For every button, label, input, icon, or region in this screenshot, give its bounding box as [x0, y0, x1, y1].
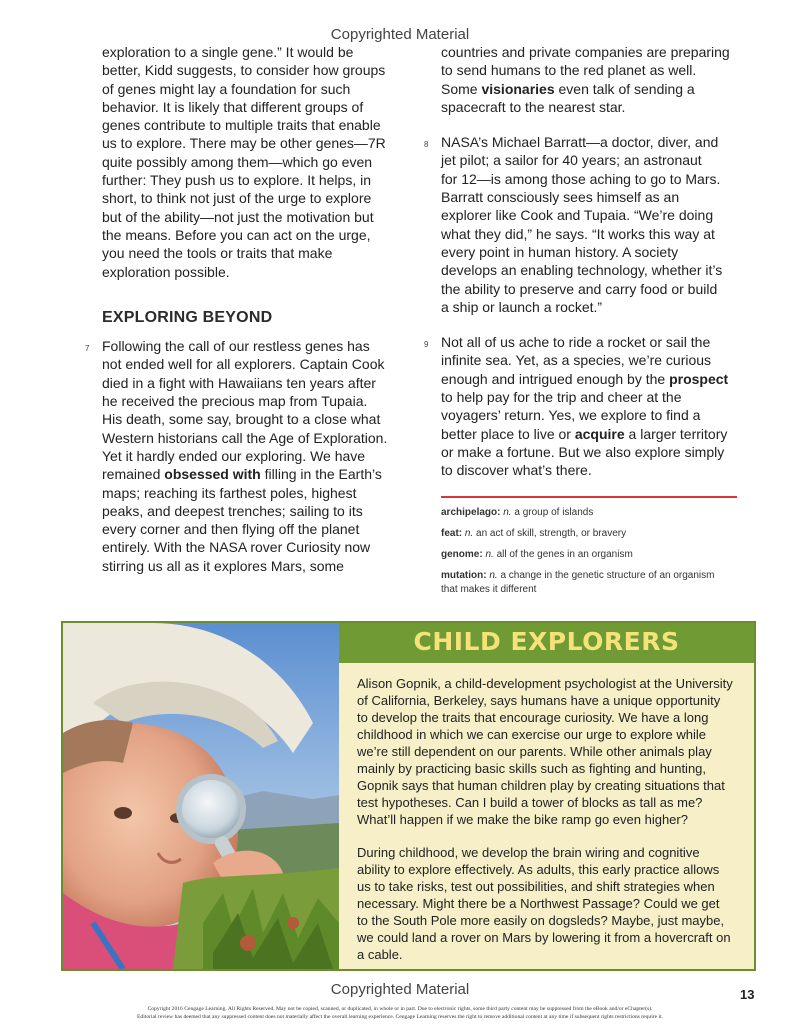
copyright-notice: Copyright 2016 Cengage Learning. All Rights Reserved. May not be copied, scanned, or duplicated, in whole or in part. Due to electronic rights, some third party content may be suppressed from the eBook and/or eChapter(s). Editorial review has deemed that any suppressed content does not materially affect the overall learning experience. Cengage Learning reserves the right to remove additional content at any time if subsequent rights restrictions require it. [137, 1006, 663, 1020]
page-number: 13 [740, 987, 755, 1002]
glossary-divider [441, 496, 737, 498]
left-column [85, 43, 402, 575]
paragraph-8: 8 NASA’s Michael Barratt—a doctor, diver, and jet pilot; a sailor for 40 years; an astronaut for 12—is among those aching to go to Mars. Barratt consciously sees himself as an explorer like Cook and Tupaia. “We’re doing what they did,” he says. “It works this way at every point in human history. A society develops an enabling technology, whether it’s the ability to preserve and carry food or build a ship or launch a rocket.” [424, 134, 723, 315]
vocab-visionaries: visionaries [481, 80, 555, 97]
paragraph-number: 8 [424, 140, 429, 150]
glossary-entry: archipelago: n. a group of islands [441, 506, 594, 518]
paragraph-7: 7 Following the call of our restless genes has not ended well for all explorers. Captain Cook died in a fight with Hawaiians ten years after he received the precious map from Tupaia. His death, some say, brought to a close what Western historians call the Age of Exploration. Yet it hardly ended our exploring. We have remained obsessed with filling in the Earth’s maps; reaching its farthest poles, highest peaks, and deepest trenches; sailing to its every corner and then flying off the planet entirely. With the NASA rover Curiosity now stirring us all as it explores Mars, some [85, 338, 388, 574]
paragraph-number: 9 [424, 340, 429, 350]
glossary [441, 506, 741, 597]
paragraph-9: 9 Not all of us ache to ride a rocket or sail the infinite sea. Yet, as a species, we’re curious enough and intrigued enough by the prospect to help pay for the trip and cheer at the voyagers’ return. Yes, we explore to find a better place to live or acquire a larger territory or make a fortune. But we also explore simply to discover what’s there. [424, 334, 729, 479]
vocab-obsessed-with: obsessed with [164, 466, 261, 483]
right-column [424, 43, 741, 604]
glossary-entry: genome: n. all of the genes in an organism [441, 548, 633, 560]
glossary-entry: feat: n. an act of skill, strength, or bravery [441, 527, 627, 539]
vocab-prospect: prospect [669, 370, 729, 387]
child-with-magnifying-glass-photo [63, 623, 339, 969]
sidebar-paragraph-2: During childhood, we develop the brain wiring and cognitive ability to explore effectively. As adults, this early practice allows us to take risks, test out possibilities, and shift strategies when necessary. Might there be a Northwest Passage? Could we get to the South Pole more easily on dogsleds? Maybe, just maybe, we could land a rover on Mars by lowering it from a hovercraft on a cable. [357, 845, 731, 962]
copyright-watermark-top: Copyrighted Material [330, 26, 470, 43]
paragraph-continued-right: countries and private companies are preparing to send humans to the red planet as well. Some visionaries even talk of sending a spacecraft to the nearest star. [441, 44, 730, 115]
sidebar-paragraph-1: Alison Gopnik, a child-development psychologist at the University of California, Berkeley, says humans have a unique opportunity to develop the traits that encourage curiosity. We have a long childhood in which we can exercise our urge to explore while we’re still dependent on our parents. While other animals play mainly by practicing basic skills such as fighting and hunting, Gopnik says that human children play by creating situations that test hypotheses. Can I build a tower of blocks as tall as me? What’ll happen if we make the bike ramp go even higher? [357, 676, 733, 827]
child-explorers-sidebar [61, 621, 756, 971]
paragraph-number: 7 [85, 344, 90, 354]
sidebar-title: CHILD EXPLORERS [413, 627, 680, 656]
glossary-entry: mutation: n. a change in the genetic structure of an organism that makes it different [441, 569, 715, 595]
sidebar-body [357, 675, 743, 963]
vocab-acquire: acquire [574, 425, 625, 442]
section-heading: EXPLORING BEYOND [102, 308, 273, 326]
sidebar-title-bar [339, 623, 754, 663]
copyright-watermark-bottom: Copyrighted Material [330, 981, 470, 998]
paragraph-continued: exploration to a single gene.” It would be better, Kidd suggests, to consider how groups of genes might lay a foundation for such behavior. It is likely that different groups of genes contribute to multiple traits that enable us to explore. There may be other genes—7R quite possibly among them—which go even further: They push us to explore. It helps, in short, to think not just of the urge to explore but of the ability—not just the motivation but the means. Before you can act on the urge, you need the tools or traits that make exploration possible. [102, 44, 386, 280]
